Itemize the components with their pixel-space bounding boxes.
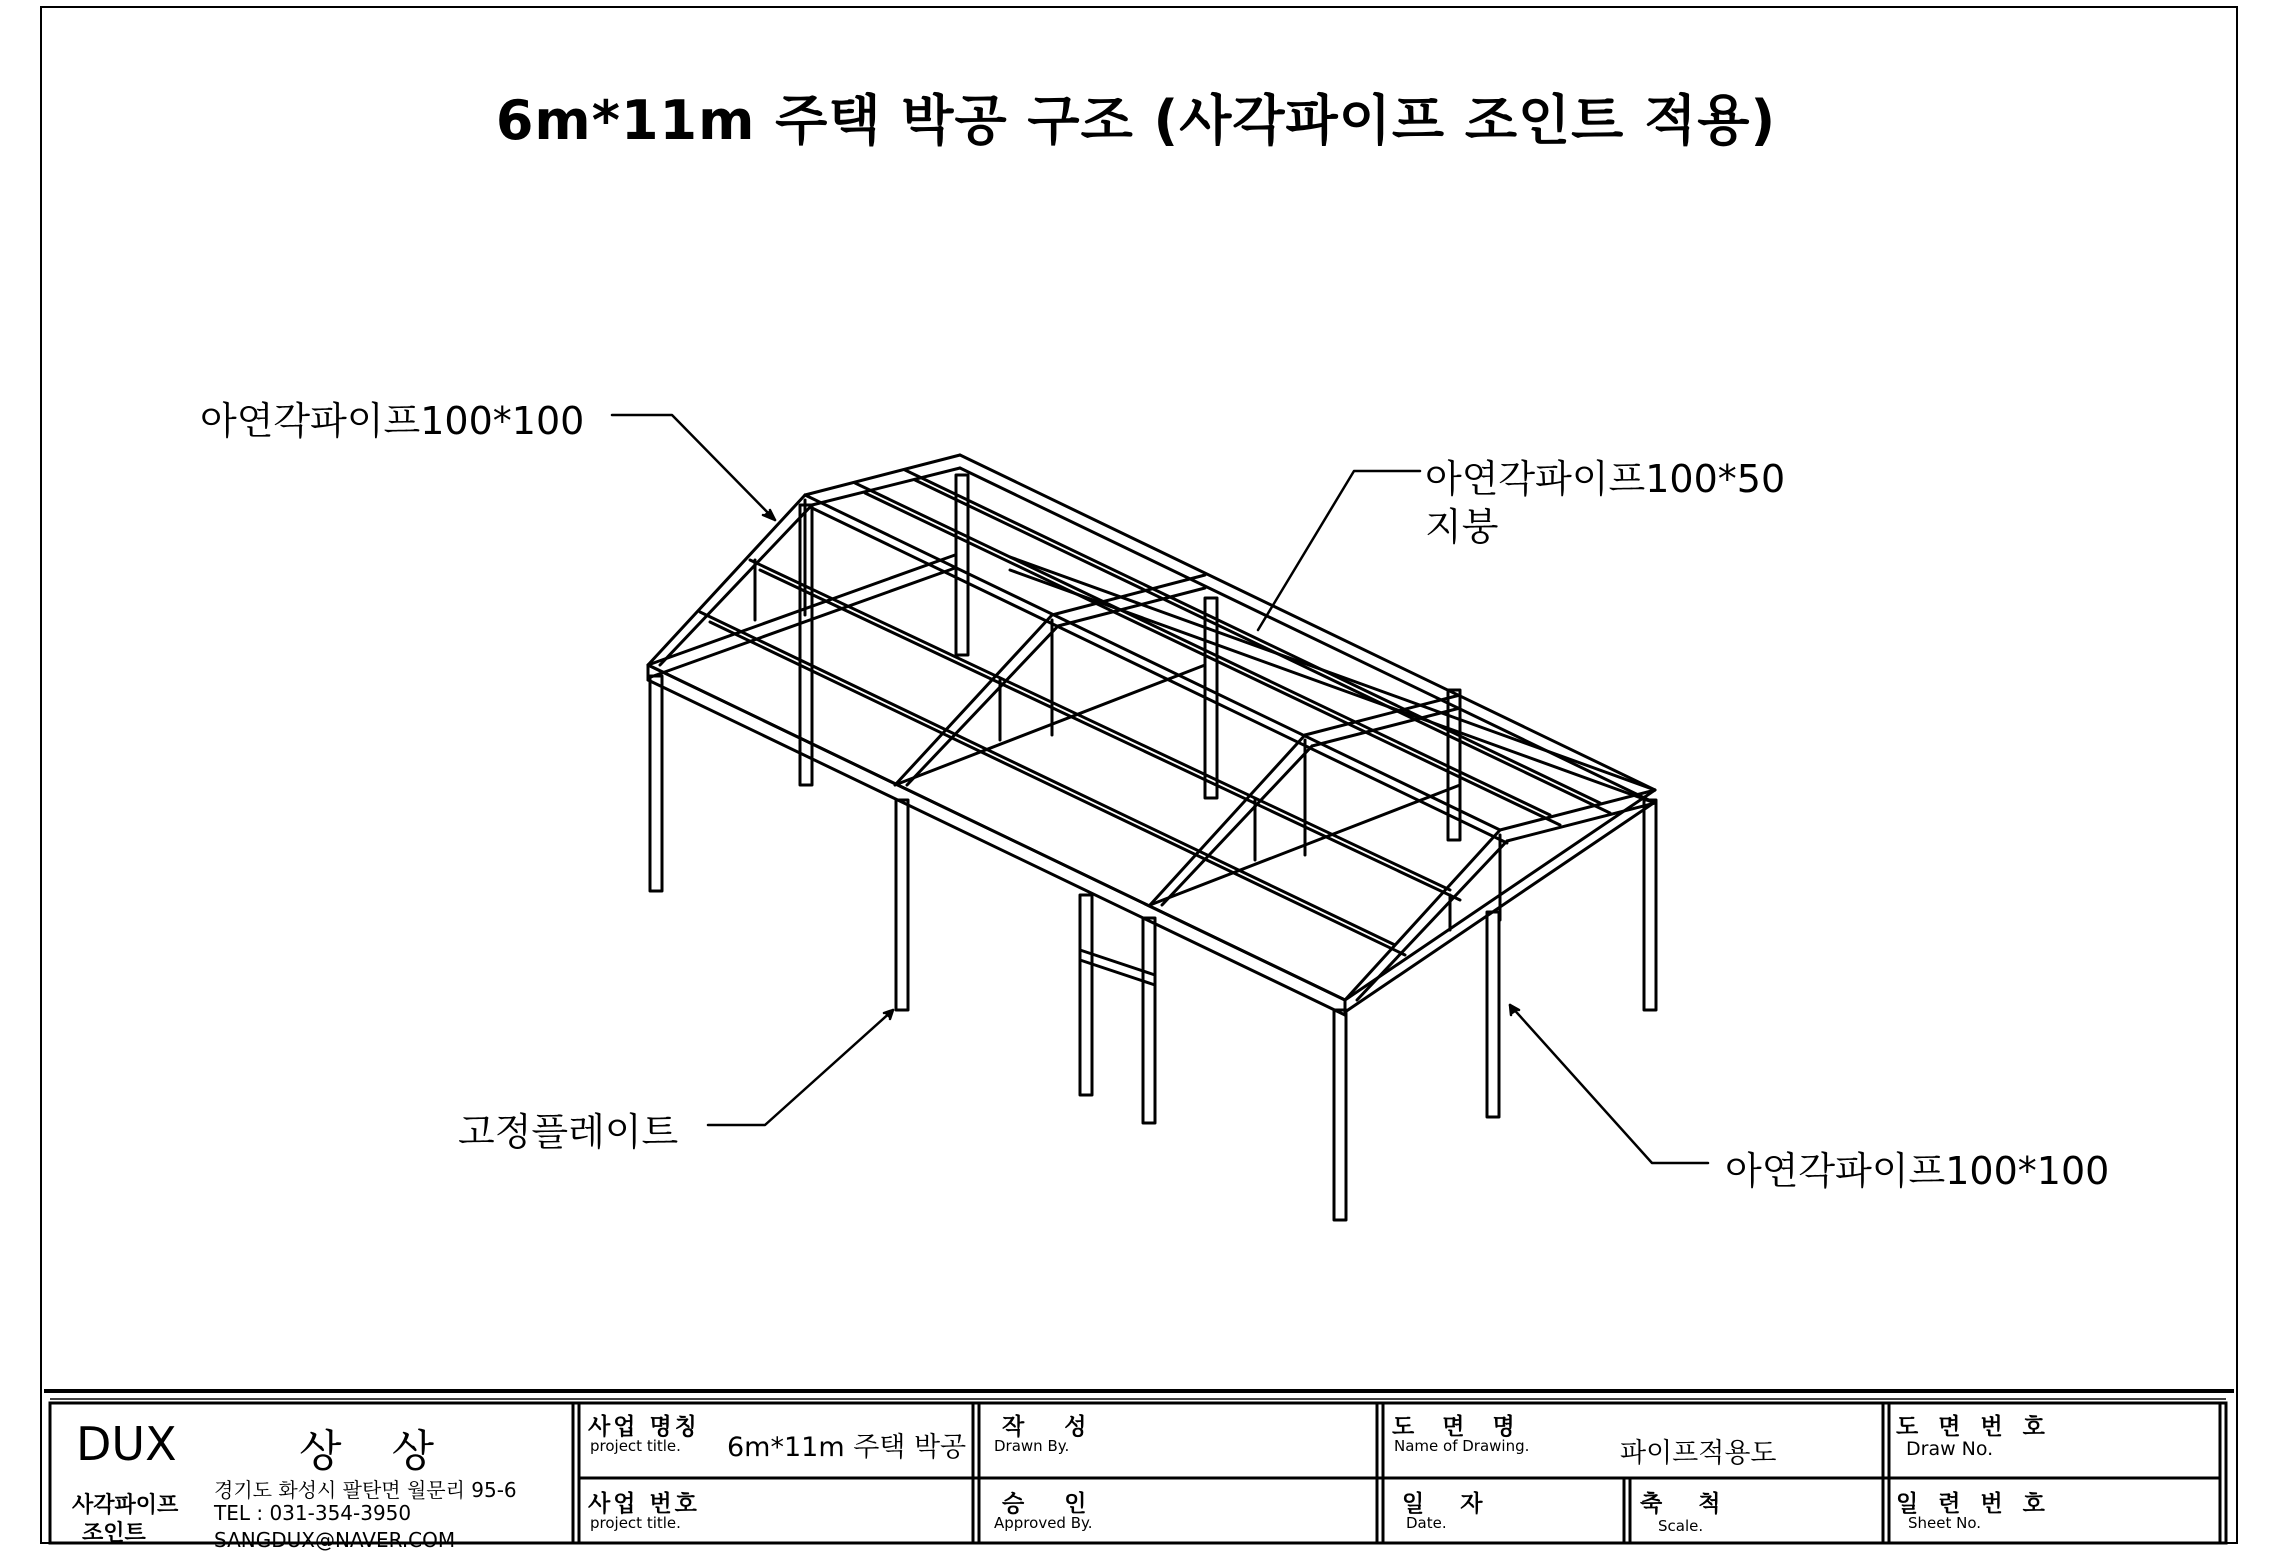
scale-label: 축 척 — [1640, 1491, 1735, 1517]
drawing-title: 6m*11m 주택 박공 구조 (사각파이프 조인트 적용) — [495, 89, 1777, 152]
draw-no-label: 도 면 번 호 — [1896, 1414, 2051, 1440]
company-address: 경기도 화성시 팔탄면 월문리 95-6 — [214, 1478, 517, 1502]
draw-no-label-en: Draw No. — [1906, 1438, 1994, 1460]
drawn-by-label: 작 성 — [1002, 1414, 1103, 1440]
product-line-2: 조인트 — [82, 1521, 146, 1546]
callout-roof-label: 지붕 — [1425, 505, 1499, 549]
project-no-label-en: project title. — [590, 1514, 681, 1532]
callout-roof-pipe: 아연각파이프100*50 — [1425, 457, 1786, 501]
project-no-label: 사업 번호 — [588, 1491, 700, 1517]
callout-fixing-plate: 고정플레이트 — [458, 1110, 679, 1154]
callout-column-pipe-bottom: 아연각파이프100*100 — [1725, 1149, 2110, 1193]
approved-by-label: 승 인 — [1002, 1491, 1103, 1517]
title-block — [44, 1389, 2234, 1552]
company-email: SANGDUX@NAVER.COM — [214, 1528, 456, 1552]
project-name-label: 사업 명칭 — [588, 1414, 700, 1440]
scale-label-en: Scale. — [1658, 1517, 1704, 1535]
date-label: 일 자 — [1402, 1491, 1497, 1517]
sheet-no-label: 일 련 번 호 — [1896, 1491, 2051, 1517]
columns — [650, 475, 1656, 1220]
company-logo-text: DUX — [76, 1417, 177, 1471]
approved-by-label-en: Approved By. — [994, 1514, 1093, 1532]
date-label-en: Date. — [1406, 1514, 1447, 1532]
project-name-value: 6m*11m 주택 박공 — [727, 1432, 967, 1463]
product-line-1: 사각파이프 — [72, 1493, 179, 1518]
drawn-by-label-en: Drawn By. — [994, 1437, 1070, 1455]
project-name-label-en: project title. — [590, 1437, 681, 1455]
company-tel: TEL : 031-354-3950 — [214, 1501, 412, 1525]
callout-column-pipe-top: 아연각파이프100*100 — [200, 399, 585, 443]
company-name: 상 상 — [299, 1426, 452, 1477]
drawing-name-value: 파이프적용도 — [1620, 1438, 1777, 1469]
sheet-no-label-en: Sheet No. — [1908, 1514, 1982, 1532]
drawing-name-label: 도 면 명 — [1392, 1414, 1525, 1440]
drawing-name-label-en: Name of Drawing. — [1394, 1437, 1530, 1455]
